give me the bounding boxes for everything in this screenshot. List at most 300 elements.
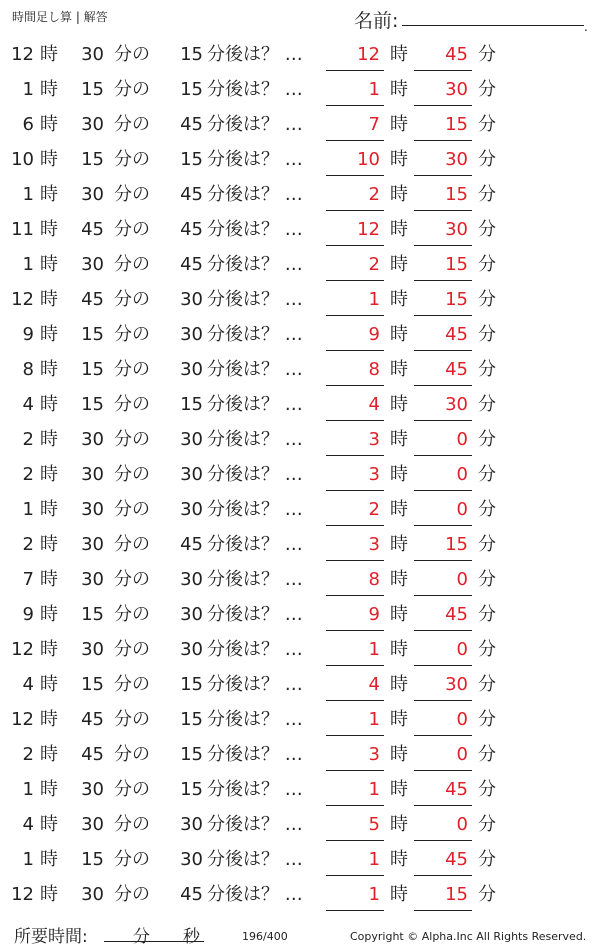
answer-minute[interactable]: 0 [456,639,468,660]
hour-unit: 時 [40,44,58,65]
start-minute: 30 [81,884,104,905]
hour-unit: 時 [40,639,58,660]
answer-hour[interactable]: 12 [357,44,380,65]
added-minutes: 30 [180,499,203,520]
added-minutes: 15 [180,79,203,100]
answer-hour[interactable]: 3 [368,534,380,555]
answer-hour-line [326,245,384,246]
copyright-text: Copyright © Alpha.Inc All Rights Reserved. [350,930,587,943]
added-minutes: 15 [180,674,203,695]
answer-hour-unit: 時 [390,114,408,135]
answer-minute[interactable]: 15 [445,254,468,275]
problem-row [0,248,600,283]
problem-row [0,458,600,493]
answer-minute-line [414,595,472,596]
answer-minute-line [414,280,472,281]
minute-of-label: 分の [114,534,150,555]
problem-row [0,178,600,213]
answer-hour-line [326,910,384,911]
hour-unit: 時 [40,709,58,730]
start-hour: 1 [22,849,34,870]
answer-minute[interactable]: 0 [456,429,468,450]
answer-hour-unit: 時 [390,884,408,905]
answer-hour-unit: 時 [390,639,408,660]
start-minute: 15 [81,394,104,415]
question-text: 分後は？ … [207,849,303,870]
name-label: 名前: [354,10,399,32]
question-text: 分後は？ … [207,219,303,240]
answer-minute-unit: 分 [478,394,496,415]
answer-hour[interactable]: 1 [368,709,380,730]
answer-hour-unit: 時 [390,394,408,415]
hour-unit: 時 [40,779,58,800]
minute-of-label: 分の [114,464,150,485]
problem-row [0,318,600,353]
answer-minute[interactable]: 45 [445,779,468,800]
minute-of-label: 分の [114,674,150,695]
answer-hour[interactable]: 1 [368,779,380,800]
added-minutes: 15 [180,779,203,800]
added-minutes: 30 [180,324,203,345]
start-hour: 2 [22,429,34,450]
answer-hour-unit: 時 [390,44,408,65]
answer-hour[interactable]: 5 [368,814,380,835]
answer-minute[interactable]: 0 [456,569,468,590]
answer-minute-line [414,70,472,71]
hour-unit: 時 [40,744,58,765]
answer-hour-unit: 時 [390,604,408,625]
answer-minute-unit: 分 [478,744,496,765]
answer-minute-unit: 分 [478,464,496,485]
added-minutes: 30 [180,814,203,835]
answer-minute[interactable]: 45 [445,359,468,380]
answer-minute-unit: 分 [478,849,496,870]
hour-unit: 時 [40,149,58,170]
answer-minute-line [414,315,472,316]
answer-minute-line [414,490,472,491]
answer-minute-line [414,700,472,701]
answer-hour-unit: 時 [390,429,408,450]
answer-hour-unit: 時 [390,254,408,275]
start-hour: 8 [22,359,34,380]
answer-hour-unit: 時 [390,464,408,485]
answer-hour-unit: 時 [390,534,408,555]
minute-of-label: 分の [114,499,150,520]
answer-hour-line [326,385,384,386]
answer-hour[interactable]: 1 [368,289,380,310]
answer-hour[interactable]: 8 [368,359,380,380]
answer-hour-unit: 時 [390,184,408,205]
start-minute: 45 [81,709,104,730]
minute-of-label: 分の [114,219,150,240]
hour-unit: 時 [40,429,58,450]
question-text: 分後は？ … [207,44,303,65]
answer-minute-unit: 分 [478,779,496,800]
answer-hour-line [326,630,384,631]
answer-minute[interactable]: 30 [445,394,468,415]
answer-hour-line [326,350,384,351]
minute-of-label: 分の [114,254,150,275]
start-minute: 30 [81,639,104,660]
answer-hour-unit: 時 [390,569,408,590]
answer-minute[interactable]: 0 [456,744,468,765]
answer-minute-line [414,560,472,561]
added-minutes: 30 [180,359,203,380]
hour-unit: 時 [40,464,58,485]
answer-minute-unit: 分 [478,254,496,275]
problem-row [0,738,600,773]
answer-minute[interactable]: 45 [445,604,468,625]
minute-of-label: 分の [114,149,150,170]
start-minute: 30 [81,114,104,135]
problem-row [0,73,600,108]
hour-unit: 時 [40,569,58,590]
answer-minute-unit: 分 [478,184,496,205]
minute-of-label: 分の [114,849,150,870]
answer-hour[interactable]: 10 [357,149,380,170]
answer-minute-unit: 分 [478,149,496,170]
answer-hour[interactable]: 4 [368,394,380,415]
hour-unit: 時 [40,674,58,695]
answer-hour-line [326,280,384,281]
answer-minute-unit: 分 [478,604,496,625]
minute-of-label: 分の [114,324,150,345]
question-text: 分後は？ … [207,429,303,450]
answer-hour-unit: 時 [390,359,408,380]
answer-hour-line [326,420,384,421]
hour-unit: 時 [40,849,58,870]
answer-hour-line [326,105,384,106]
start-hour: 1 [22,779,34,800]
question-text: 分後は？ … [207,569,303,590]
added-minutes: 30 [180,604,203,625]
answer-hour[interactable]: 4 [368,674,380,695]
added-minutes: 45 [180,254,203,275]
answer-minute-unit: 分 [478,499,496,520]
hour-unit: 時 [40,79,58,100]
answer-minute-line [414,525,472,526]
hour-unit: 時 [40,534,58,555]
question-text: 分後は？ … [207,254,303,275]
question-text: 分後は？ … [207,779,303,800]
answer-hour[interactable]: 3 [368,464,380,485]
name-input-line[interactable] [402,25,584,26]
answer-minute-line [414,665,472,666]
worksheet-header-title: 時間足し算 | 解答 [12,10,108,24]
answer-minute-line [414,210,472,211]
answer-minute[interactable]: 30 [445,219,468,240]
added-minutes: 45 [180,114,203,135]
answer-hour[interactable]: 2 [368,184,380,205]
answer-minute-unit: 分 [478,709,496,730]
added-minutes: 15 [180,744,203,765]
answer-minute-unit: 分 [478,674,496,695]
elapsed-seconds-unit: 秒 [183,927,200,947]
answer-hour-line [326,840,384,841]
start-hour: 2 [22,534,34,555]
minute-of-label: 分の [114,884,150,905]
start-hour: 12 [11,289,34,310]
question-text: 分後は？ … [207,324,303,345]
answer-hour-line [326,525,384,526]
answer-minute[interactable]: 30 [445,79,468,100]
added-minutes: 45 [180,884,203,905]
answer-minute-unit: 分 [478,79,496,100]
question-text: 分後は？ … [207,184,303,205]
added-minutes: 30 [180,429,203,450]
answer-hour-unit: 時 [390,289,408,310]
answer-minute-unit: 分 [478,114,496,135]
answer-minute[interactable]: 15 [445,289,468,310]
start-hour: 9 [22,324,34,345]
answer-minute-unit: 分 [478,884,496,905]
start-hour: 9 [22,604,34,625]
start-minute: 15 [81,149,104,170]
start-hour: 12 [11,709,34,730]
problem-row [0,38,600,73]
problem-row [0,353,600,388]
hour-unit: 時 [40,814,58,835]
start-minute: 30 [81,44,104,65]
question-text: 分後は？ … [207,884,303,905]
start-hour: 1 [22,79,34,100]
answer-minute[interactable]: 15 [445,184,468,205]
answer-hour[interactable]: 2 [368,254,380,275]
hour-unit: 時 [40,359,58,380]
added-minutes: 30 [180,849,203,870]
answer-minute-unit: 分 [478,359,496,380]
answer-minute-line [414,105,472,106]
answer-minute[interactable]: 0 [456,814,468,835]
minute-of-label: 分の [114,604,150,625]
hour-unit: 時 [40,254,58,275]
problem-row [0,773,600,808]
question-text: 分後は？ … [207,744,303,765]
problem-row [0,528,600,563]
minute-of-label: 分の [114,44,150,65]
answer-minute-unit: 分 [478,534,496,555]
start-hour: 12 [11,44,34,65]
start-minute: 30 [81,254,104,275]
question-text: 分後は？ … [207,534,303,555]
answer-minute[interactable]: 45 [445,44,468,65]
answer-minute[interactable]: 15 [445,114,468,135]
answer-minute-line [414,910,472,911]
answer-minute[interactable]: 30 [445,149,468,170]
start-hour: 12 [11,884,34,905]
question-text: 分後は？ … [207,464,303,485]
answer-hour-line [326,455,384,456]
hour-unit: 時 [40,184,58,205]
question-text: 分後は？ … [207,499,303,520]
answer-hour[interactable]: 2 [368,499,380,520]
answer-hour-line [326,560,384,561]
answer-minute[interactable]: 15 [445,884,468,905]
problem-row [0,108,600,143]
start-minute: 30 [81,184,104,205]
answer-minute-line [414,875,472,876]
minute-of-label: 分の [114,114,150,135]
answer-minute-line [414,350,472,351]
added-minutes: 45 [180,219,203,240]
answer-minute-line [414,630,472,631]
elapsed-minutes-unit: 分 [133,927,150,947]
start-minute: 30 [81,499,104,520]
added-minutes: 30 [180,639,203,660]
answer-hour[interactable]: 3 [368,429,380,450]
answer-minute-line [414,420,472,421]
answer-minute[interactable]: 30 [445,674,468,695]
answer-hour-unit: 時 [390,79,408,100]
answer-minute-unit: 分 [478,814,496,835]
problem-row [0,668,600,703]
answer-minute-line [414,770,472,771]
answer-hour-unit: 時 [390,324,408,345]
question-text: 分後は？ … [207,114,303,135]
start-minute: 15 [81,359,104,380]
minute-of-label: 分の [114,744,150,765]
start-minute: 30 [81,534,104,555]
answer-hour[interactable]: 1 [368,79,380,100]
added-minutes: 45 [180,184,203,205]
answer-hour-line [326,175,384,176]
problem-row [0,563,600,598]
problem-row [0,703,600,738]
answer-hour-unit: 時 [390,744,408,765]
answer-hour[interactable]: 7 [368,114,380,135]
start-minute: 45 [81,219,104,240]
minute-of-label: 分の [114,289,150,310]
hour-unit: 時 [40,324,58,345]
added-minutes: 30 [180,289,203,310]
added-minutes: 45 [180,534,203,555]
hour-unit: 時 [40,289,58,310]
minute-of-label: 分の [114,639,150,660]
problem-row [0,493,600,528]
answer-minute[interactable]: 15 [445,534,468,555]
answer-minute-line [414,735,472,736]
answer-hour-line [326,595,384,596]
answer-minute-line [414,840,472,841]
question-text: 分後は？ … [207,814,303,835]
question-text: 分後は？ … [207,709,303,730]
start-minute: 30 [81,779,104,800]
answer-hour-unit: 時 [390,779,408,800]
answer-hour[interactable]: 3 [368,744,380,765]
problem-row [0,878,600,913]
added-minutes: 15 [180,709,203,730]
start-hour: 2 [22,464,34,485]
answer-hour-line [326,875,384,876]
start-hour: 4 [22,674,34,695]
answer-minute[interactable]: 45 [445,849,468,870]
answer-hour-line [326,490,384,491]
start-hour: 7 [22,569,34,590]
answer-minute[interactable]: 0 [456,499,468,520]
hour-unit: 時 [40,499,58,520]
question-text: 分後は？ … [207,604,303,625]
hour-unit: 時 [40,219,58,240]
answer-minute-unit: 分 [478,219,496,240]
answer-minute-line [414,245,472,246]
question-text: 分後は？ … [207,289,303,310]
answer-hour[interactable]: 9 [368,604,380,625]
problem-row [0,213,600,248]
answer-hour[interactable]: 9 [368,324,380,345]
problem-row [0,843,600,878]
start-minute: 45 [81,289,104,310]
hour-unit: 時 [40,114,58,135]
problem-list [0,38,600,913]
minute-of-label: 分の [114,184,150,205]
problem-row [0,423,600,458]
minute-of-label: 分の [114,359,150,380]
answer-hour-line [326,140,384,141]
answer-hour[interactable]: 12 [357,219,380,240]
problem-row [0,143,600,178]
answer-minute-line [414,805,472,806]
start-minute: 30 [81,429,104,450]
start-hour: 4 [22,394,34,415]
start-minute: 15 [81,604,104,625]
question-text: 分後は？ … [207,394,303,415]
answer-minute[interactable]: 0 [456,709,468,730]
question-text: 分後は？ … [207,359,303,380]
minute-of-label: 分の [114,779,150,800]
answer-minute-unit: 分 [478,429,496,450]
answer-minute-line [414,175,472,176]
start-minute: 15 [81,79,104,100]
answer-hour-unit: 時 [390,149,408,170]
answer-minute-unit: 分 [478,44,496,65]
question-text: 分後は？ … [207,149,303,170]
answer-hour[interactable]: 1 [368,884,380,905]
answer-minute[interactable]: 0 [456,464,468,485]
answer-hour-line [326,735,384,736]
start-minute: 30 [81,814,104,835]
page-number: 196/400 [242,930,288,943]
answer-hour-unit: 時 [390,499,408,520]
minute-of-label: 分の [114,709,150,730]
hour-unit: 時 [40,604,58,625]
question-text: 分後は？ … [207,639,303,660]
answer-minute-line [414,385,472,386]
question-text: 分後は？ … [207,674,303,695]
added-minutes: 15 [180,149,203,170]
answer-hour[interactable]: 1 [368,639,380,660]
added-minutes: 15 [180,44,203,65]
minute-of-label: 分の [114,429,150,450]
start-minute: 15 [81,674,104,695]
minute-of-label: 分の [114,569,150,590]
problem-row [0,633,600,668]
answer-minute[interactable]: 45 [445,324,468,345]
answer-minute-line [414,140,472,141]
start-hour: 12 [11,639,34,660]
answer-hour[interactable]: 8 [368,569,380,590]
start-minute: 30 [81,464,104,485]
answer-hour-unit: 時 [390,709,408,730]
hour-unit: 時 [40,884,58,905]
added-minutes: 30 [180,569,203,590]
start-hour: 1 [22,254,34,275]
answer-hour[interactable]: 1 [368,849,380,870]
start-hour: 4 [22,814,34,835]
start-hour: 2 [22,744,34,765]
start-hour: 10 [11,149,34,170]
answer-hour-unit: 時 [390,219,408,240]
start-minute: 45 [81,744,104,765]
